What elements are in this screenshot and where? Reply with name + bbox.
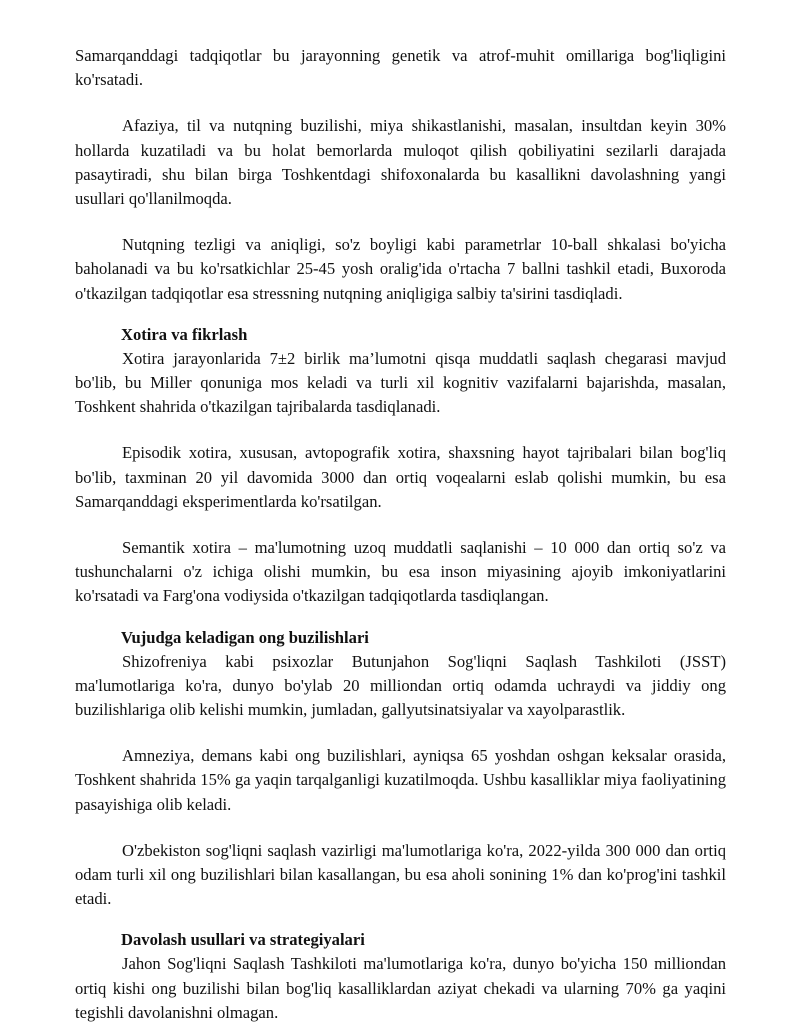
- paragraph-aphasia: Afaziya, til va nutqning buzilishi, miya shikastlanishi, masalan, insultdan keyin 30% hollarda kuzatiladi va bu holat bemorlarda muloqot qilish qobiliyatini sezilarli darajada pasaytiradi, shu bilan birga Toshkentdagi shifoxonalarda bu kasallikni davolashning yangi usullari qo'llanilmoqda.: [75, 116, 726, 209]
- section-heading-treatment: Davolash usullari va strategiyalari: [121, 930, 365, 950]
- paragraph-speech-rate: Nutqning tezligi va aniqligi, so'z boyligi kabi parametrlar 10-ball shkalasi bo'yicha baholanadi va bu ko'rsatkichlar 25-45 yosh oralig'ida o'rtacha 7 ballni tashkil etadi, Buxoroda o'tkazilgan tadqiqotlar esa stressning nutqning aniqligiga salbiy ta'sirini tasdiqladi.: [75, 235, 726, 303]
- section-heading-consciousness-disorders: Vujudga keladigan ong buzilishlari: [121, 627, 369, 647]
- paragraph-schizophrenia: Shizofreniya kabi psixozlar Butunjahon Sog'liqni Saqlash Tashkiloti (JSST) ma'lumotlariga ko'ra, dunyo bo'ylab 20 milliondan ortiq odamda uchraydi va jiddiy ong buzilishlariga olib kelishi mumkin, jumladan, gallyutsinatsiyalar va xayolparastlik.: [75, 651, 726, 720]
- document-page: [75, 44, 726, 1025]
- paragraph-ministry-statistics: O'zbekiston sog'liqni saqlash vazirligi ma'lumotlariga ko'ra, 2022-yilda 300 000 dan ortiq odam turli xil ong buzilishlari bilan kasallangan, bu esa aholi sonining 1% dan ko'prog'ini tashkil etadi.: [75, 840, 726, 909]
- paragraph-memory-limit: Xotira jarayonlarida 7±2 birlik ma’lumotni qisqa muddatli saqlash chegarasi mavjud bo'lib, bu Miller qonuniga mos keladi va turli xil kognitiv vazifalarni bajarishda, masalan, Toshkent shahrida o'tkazilgan tajribalarda tasdiqlanadi.: [75, 348, 726, 417]
- paragraph-episodic-memory: Episodik xotira, xususan, avtopografik xotira, shaxsning hayot tajribalari bilan bog'liq bo'lib, taxminan 20 yil davomida 3000 dan ortiq voqealarni eslab qolishi mumkin, bu esa Samarqanddagi eksperimentlarda ko'rsatilgan.: [75, 443, 726, 511]
- section-heading-memory: Xotira va fikrlash: [121, 324, 248, 344]
- paragraph-amnesia: Amneziya, demans kabi ong buzilishlari, ayniqsa 65 yoshdan oshgan keksalar orasida, Toshkent shahrida 15% ga yaqin tarqalganligi kuzatilmoqda. Ushbu kasalliklar miya faoliyatining pasayishiga olib keladi.: [75, 746, 726, 814]
- paragraph-semantic-memory: Semantik xotira – ma'lumotning uzoq muddatli saqlanishi – 10 000 dan ortiq so'z va tushunchalarni o'z ichiga olishi mumkin, bu esa inson miyasining ajoyib imkoniyatlarini ko'rsatadi va Farg'ona vodiysida o'tkazilgan tadqiqotlarda tasdiqlangan.: [75, 538, 726, 606]
- paragraph-continuation: Samarqanddagi tadqiqotlar bu jarayonning genetik va atrof-muhit omillariga bog'liqligini ko'rsatadi.: [75, 46, 726, 90]
- paragraph-who-statistics: Jahon Sog'liqni Saqlash Tashkiloti ma'lumotlariga ko'ra, dunyo bo'yicha 150 milliondan ortiq kishi ong buzilishi bilan bog'liq kasalliklardan aziyat chekadi va ularning 70% ga yaqini tegishli davolanishni olmagan.: [75, 954, 726, 1022]
